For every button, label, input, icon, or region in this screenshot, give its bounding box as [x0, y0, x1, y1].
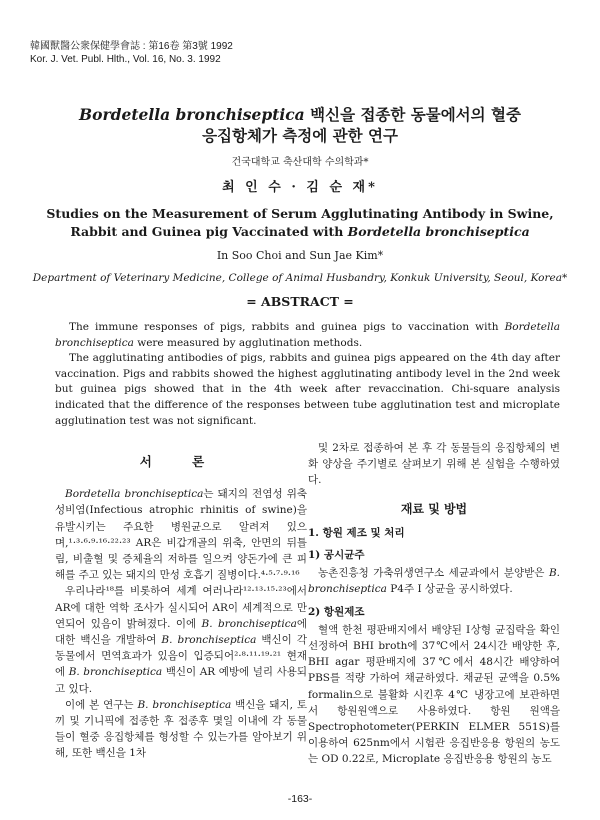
abstract-body [55, 320, 560, 429]
paragraph-text: 에 대한 백신을 개발하여 [55, 617, 307, 647]
right-column [308, 440, 560, 768]
subsection-antigen-prep: 2) 항원제조 [308, 605, 365, 618]
affiliation-korean: 건국대학교 축산대학 수의학과* [231, 157, 369, 168]
species-name: B. bronchiseptica [308, 567, 560, 596]
intro-paragraph-2 [55, 583, 307, 696]
paragraph-text: 백신을 돼지, 토끼 및 기니픽에 접종한 후 접종후 몇일 이내에 각 동물들이 혈중 응집항체를 형성할 수 있는가를 알아보기 위해, 또한 백신을 1차 [55, 698, 307, 760]
subsection-strain: 1) 공시균주 [308, 549, 365, 562]
paragraph-text: 이에 본 연구는 [65, 698, 138, 711]
species-name: Bordetella bronchiseptica [65, 488, 204, 501]
paragraph-text: P4주 Ⅰ 상균을 공시하였다. [386, 583, 513, 596]
strain-paragraph [308, 565, 560, 597]
species-name: B. bronchiseptica [137, 698, 232, 711]
journal-header [30, 40, 233, 66]
journal-line-korean: 韓國獸醫公衆保健學會誌 : 第16卷 第3號 1992 [30, 41, 233, 52]
species-name: B. bronchiseptica [68, 666, 163, 679]
title-english-italic: Bordetella bronchiseptica [347, 224, 530, 239]
species-name: B. bronchiseptica [161, 634, 257, 647]
paragraph-text: 우리나라¹⁸를 비롯하여 세계 여러나라¹²·¹³·¹⁵·²³에서 AR에 대한 역학 조사가 실시되어 AR이 세계적으로 만연되어 있음이 밝혀졌다. 이에 [55, 585, 307, 630]
intro-paragraph-continued: 및 2차로 접종하여 본 후 각 동물들의 응집항체의 변화 양상을 주기별로 살펴보기 위해 본 실험을 수행하였다. [308, 442, 560, 487]
page-number: -163- [287, 793, 313, 805]
abstract-species: Bordetella bronchiseptica [55, 321, 560, 349]
species-name: B. bronchiseptica [201, 617, 297, 630]
title-korean [40, 104, 560, 146]
subsection-antigen: 1. 항원 제조 및 처리 [308, 526, 405, 539]
department-english: Department of Veterinary Medicine, College of Animal Husbandry, Konkuk University, Seoul, Korea* [32, 272, 568, 284]
intro-paragraph-1 [55, 486, 307, 583]
paragraph-text: 백신이 각 동물에서 면역효과가 있음이 입증되어²·⁸·¹¹·¹⁹·²¹ 현재에 [55, 634, 307, 679]
intro-paragraph-3 [55, 697, 307, 762]
title-english [40, 205, 560, 241]
abstract-text: were measured by agglutination methods. [133, 336, 363, 349]
authors-english: In Soo Choi and Sun Jae Kim* [216, 249, 384, 262]
title-korean-rest: 백신을 접종한 동물에서의 혈중 [304, 105, 521, 124]
antigen-paragraph: 혈액 한천 평판배지에서 배양된 Ⅰ상형 균집락을 확인 선정하여 BHI broth에 37℃에서 24시간 배양한 후, BHI agar 평판배지에 37℃에서 48시간 배양하여 PBS를 적량 가하여 채균하였다. 채균된 균액을 0.5% formalin으로 불활화 시킨후 4℃ 냉장고에 보관하면서 항원원액으로 사용하였다. 항원 원액을 Spectrophotometer(PERKIN ELMER 551S)를 이용하여 625nm에서 시험관 응집반응용 항원의 농도는 OD 0.22로, Microplate 응집반응용 항원의 농도 [308, 623, 560, 766]
title-korean-italic: Bordetella bronchiseptica [79, 105, 305, 124]
section-title-introduction: 서 론 [139, 454, 223, 469]
title-english-line2: Rabbit and Guinea pig Vaccinated with [70, 224, 348, 239]
abstract-text: The immune responses of pigs, rabbits and guinea pigs to vaccination with [69, 321, 505, 333]
section-title-methods: 재료 및 방법 [400, 501, 468, 516]
paragraph-text: 농촌진흥청 가축위생연구소 세균과에서 분양받은 [318, 567, 549, 580]
authors-korean: 최 인 수 · 김 순 재* [222, 180, 378, 195]
abstract-paragraph-2: The agglutinating antibodies of pigs, rabbits and guinea pigs appeared on the 4th day after vaccination. Pigs and rabbits showed the highest agglutinating antibody level in the 2nd week but guinea pigs showed that in the 4th week after revaccination. Chi-square analysis indicated that the difference of the responses between tube agglutination test and microplate agglutination test was not significant. [55, 352, 560, 427]
journal-line-english: Kor. J. Vet. Publ. Hlth., Vol. 16, No. 3. 1992 [30, 54, 221, 65]
left-column [55, 440, 307, 762]
abstract-heading: = ABSTRACT = [246, 294, 354, 309]
paragraph-text: 백신이 AR 예방에 널리 사용되고 있다. [55, 666, 308, 695]
title-korean-line2: 응집항체가 측정에 관한 연구 [202, 126, 398, 145]
abstract-paragraph-1 [55, 320, 560, 351]
paragraph-text: 는 돼지의 전염성 위축성비염(Infectious atrophic rhinitis of swine)을 유발시키는 주요한 병원균으로 알려져 있으며,¹·³·⁶·⁹·¹⁶·²²·²³ AR은 비갑개골의 위축, 안면의 뒤틀림, 비출혈 및 증체율의 저하를 일으켜 양돈가에 큰 피해를 주고 있는 돼지의 만성 호흡기 질병이다.⁴·⁵·⁷·⁹·¹⁶ [55, 488, 307, 582]
title-english-line1: Studies on the Measurement of Serum Agglutinating Antibody in Swine, [46, 206, 554, 221]
